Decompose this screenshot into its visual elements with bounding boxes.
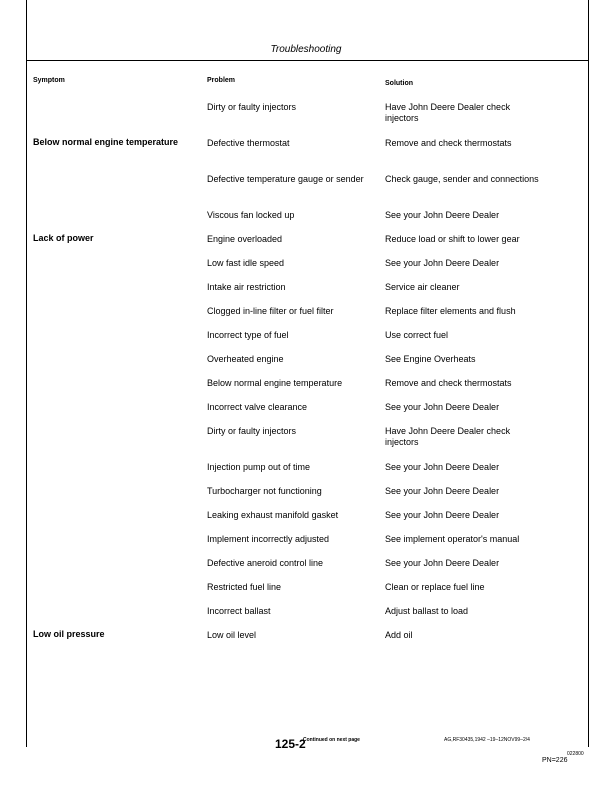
row-solution: Reduce load or shift to lower gear: [385, 234, 520, 244]
row-solution: See your John Deere Dealer: [385, 462, 500, 472]
row-solution: Remove and check thermostats: [385, 138, 512, 148]
column-header-problem: Problem: [207, 77, 236, 84]
page-title: Troubleshooting: [270, 44, 342, 55]
row-problem: Overheated engine: [207, 354, 284, 364]
row-problem: Clogged in-line filter or fuel filter: [207, 306, 334, 316]
header-rule: [26, 60, 588, 61]
row-solution: Check gauge, sender and connections: [385, 174, 539, 184]
row-problem: Low oil level: [207, 630, 257, 640]
column-header-solution: Solution: [385, 80, 413, 87]
row-solution: See your John Deere Dealer: [385, 210, 500, 220]
row-solution: Service air cleaner: [385, 282, 460, 292]
row-solution: See your John Deere Dealer: [385, 558, 500, 568]
row-symptom: Below normal engine temperature: [33, 137, 179, 147]
row-problem: Dirty or faulty injectors: [207, 426, 297, 436]
row-solution: See your John Deere Dealer: [385, 510, 500, 520]
row-solution: Adjust ballast to load: [385, 606, 469, 616]
row-solution: Add oil: [385, 630, 413, 640]
row-problem: Restricted fuel line: [207, 582, 282, 592]
row-problem: Injection pump out of time: [207, 462, 311, 472]
row-solution: Have John Deere Dealer check injectors: [385, 102, 511, 123]
row-solution: See Engine Overheats: [385, 354, 476, 364]
row-problem: Low fast idle speed: [207, 258, 285, 268]
row-problem: Dirty or faulty injectors: [207, 102, 297, 112]
continued-note: Continued on next page: [303, 737, 360, 743]
small-code: 022800: [567, 751, 584, 757]
row-problem: Leaking exhaust manifold gasket: [207, 510, 339, 520]
row-symptom: Low oil pressure: [33, 629, 105, 639]
column-header-symptom: Symptom: [33, 77, 65, 84]
row-solution: Remove and check thermostats: [385, 378, 512, 388]
row-solution: See your John Deere Dealer: [385, 402, 500, 412]
row-problem: Implement incorrectly adjusted: [207, 534, 330, 544]
row-problem: Incorrect type of fuel: [207, 330, 289, 340]
row-solution: See your John Deere Dealer: [385, 486, 500, 496]
row-problem: Defective aneroid control line: [207, 558, 324, 568]
row-problem: Engine overloaded: [207, 234, 283, 244]
row-solution: Clean or replace fuel line: [385, 582, 485, 592]
row-problem: Intake air restriction: [207, 282, 286, 292]
row-problem: Defective temperature gauge or sender: [207, 174, 364, 184]
page-number: 125-2: [275, 737, 306, 751]
row-problem: Below normal engine temperature: [207, 378, 343, 388]
row-symptom: Lack of power: [33, 233, 94, 243]
row-problem: Viscous fan locked up: [207, 210, 295, 220]
row-solution: See implement operator's manual: [385, 534, 520, 544]
pn-number: PN=226: [542, 757, 568, 764]
row-problem: Incorrect ballast: [207, 606, 271, 616]
row-solution: Use correct fuel: [385, 330, 449, 340]
document-reference: AG,RF30435,1942 –19–12NOV99–2/4: [444, 737, 530, 743]
row-problem: Incorrect valve clearance: [207, 402, 308, 412]
row-problem: Turbocharger not functioning: [207, 486, 322, 496]
row-solution: Replace filter elements and flush: [385, 306, 516, 316]
row-solution: Have John Deere Dealer check injectors: [385, 426, 511, 447]
row-problem: Defective thermostat: [207, 138, 290, 148]
row-solution: See your John Deere Dealer: [385, 258, 500, 268]
